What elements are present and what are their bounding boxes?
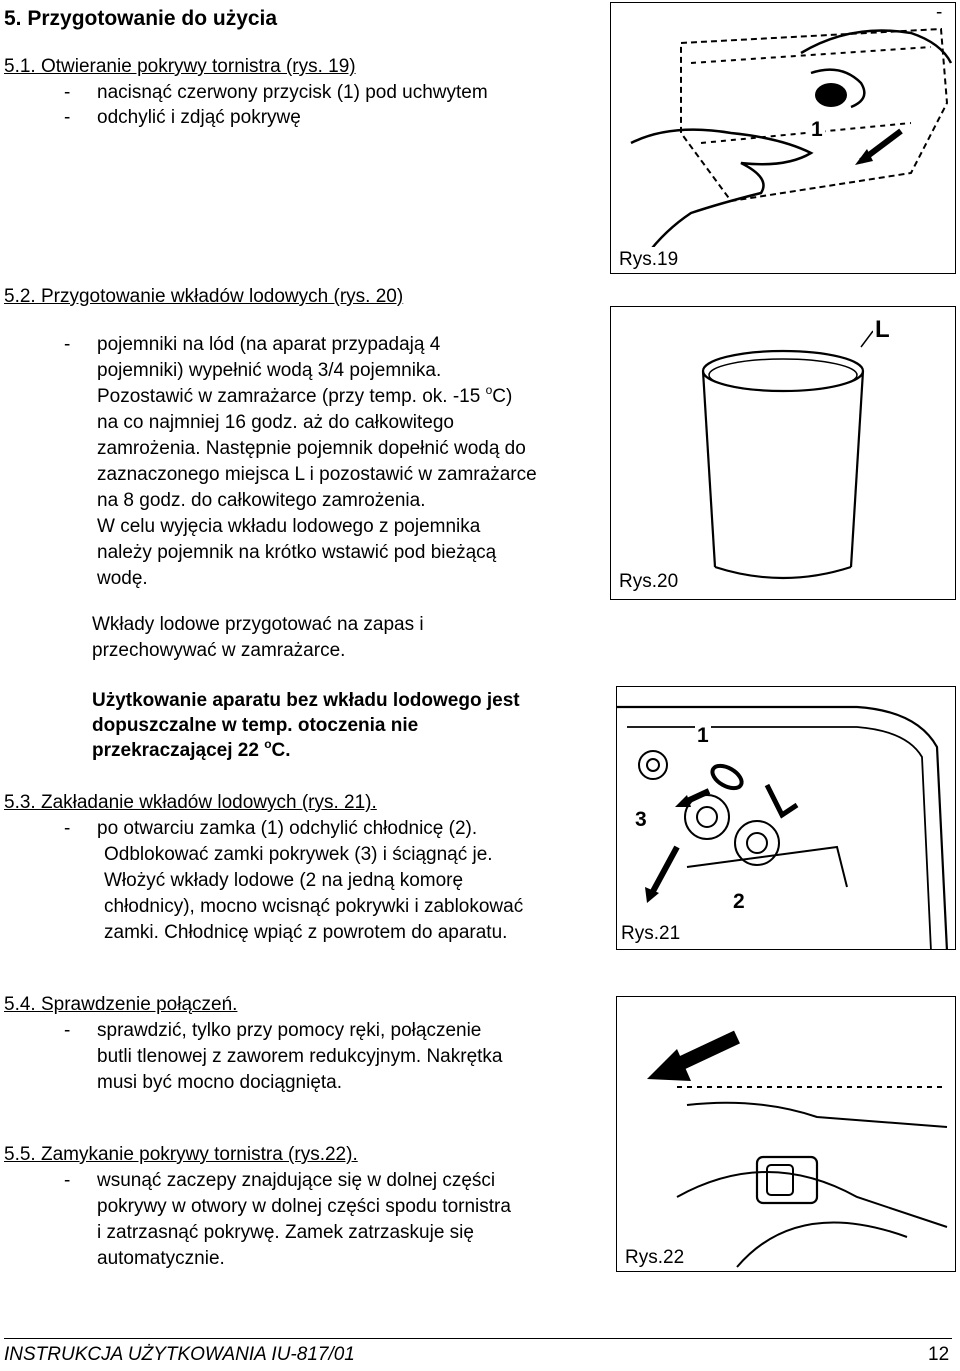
- s54-line-2: butli tlenowej z zaworem redukcyjnym. Nakrętka: [97, 1046, 503, 1067]
- s52-note-1: Wkłady lodowe przygotować na zapas i: [92, 614, 424, 635]
- rys20-label: Rys.20: [617, 569, 680, 595]
- s53-line-3: Włożyć wkłady lodowe (2 na jedną komorę: [104, 870, 464, 891]
- s55-title: 5.5. Zamykanie pokrywy tornistra (rys.22).: [4, 1144, 358, 1165]
- s53-title: 5.3. Zakładanie wkładów lodowych (rys. 21).: [4, 792, 377, 813]
- rys19-illustration: [611, 3, 956, 274]
- rys20-illustration: [611, 307, 956, 600]
- rys22-label: Rys.22: [623, 1245, 686, 1271]
- s55-dash: -: [64, 1170, 71, 1191]
- rys21-callout-1: 1: [697, 724, 709, 747]
- s54-dash: -: [64, 1020, 71, 1041]
- s52-note-2: przechowywać w zamrażarce.: [92, 640, 346, 661]
- warning-line-3: przekraczającej 22 $^o$C.: [92, 737, 291, 761]
- s52-title: 5.2. Przygotowanie wkładów lodowych (rys. 20): [4, 286, 404, 307]
- footer-page-number: 12: [928, 1344, 950, 1365]
- s52-line-9: należy pojemnik na krótko wstawić pod bieżącą: [97, 542, 497, 563]
- s53-dash: -: [64, 818, 71, 839]
- s55-line-3: i zatrzasnąć pokrywę. Zamek zatrzaskuje się: [97, 1222, 474, 1243]
- rys19-corner-dash: -: [936, 2, 943, 23]
- s52-line-10: wodę.: [97, 568, 148, 589]
- s52-line-2: pojemniki) wypełnić wodą 3/4 pojemnika.: [97, 360, 442, 381]
- s51-dash-2: -: [64, 107, 71, 128]
- rys21-illustration: [617, 687, 956, 950]
- s53-line-1: po otwarciu zamka (1) odchylić chłodnicę (2).: [97, 818, 478, 839]
- s53-line-2: Odblokować zamki pokrywek (3) i ściągnąć je.: [104, 844, 493, 865]
- warning-line-1: Użytkowanie aparatu bez wkładu lodowego jest: [92, 690, 520, 711]
- rys19-label: Rys.19: [617, 247, 680, 273]
- s54-line-1: sprawdzić, tylko przy pomocy ręki, połączenie: [97, 1020, 482, 1041]
- figure-rys19: [610, 2, 956, 274]
- s51-title: 5.1. Otwieranie pokrywy tornistra (rys. 19): [4, 56, 356, 77]
- section-heading: 5. Przygotowanie do użycia: [4, 7, 278, 30]
- s52-line-3: Pozostawić w zamrażarce (przy temp. ok. -15 $^o$C): [97, 383, 513, 407]
- s51-item-1: nacisnąć czerwony przycisk (1) pod uchwytem: [97, 82, 488, 103]
- footer-rule: [4, 1338, 952, 1339]
- s53-line-4: chłodnicy), mocno wcisnąć pokrywki i zablokować: [104, 896, 524, 917]
- s52-dash: -: [64, 334, 71, 355]
- rys20-callout-L: L: [875, 316, 890, 343]
- s54-line-3: musi być mocno dociągnięta.: [97, 1072, 343, 1093]
- footer-title: INSTRUKCJA UŻYTKOWANIA IU-817/01: [4, 1344, 355, 1365]
- s52-line-1: pojemniki na lód (na aparat przypadają 4: [97, 334, 441, 355]
- s52-line-8: W celu wyjęcia wkładu lodowego z pojemnika: [97, 516, 481, 537]
- s55-line-1: wsunąć zaczepy znajdujące się w dolnej części: [97, 1170, 496, 1191]
- figure-rys22: [616, 996, 956, 1272]
- s55-line-4: automatycznie.: [97, 1248, 225, 1269]
- figure-rys21: [616, 686, 956, 950]
- figure-rys20: [610, 306, 956, 600]
- s52-line-5: zamrożenia. Następnie pojemnik dopełnić wodą do: [97, 438, 526, 459]
- s52-line-6: zaznaczonego miejsca L i pozostawić w zamrażarce: [97, 464, 537, 485]
- s52-degree: o: [485, 383, 493, 397]
- rys21-label: Rys.21: [619, 921, 682, 947]
- s53-line-5: zamki. Chłodnicę wpiąć z powrotem do aparatu.: [104, 922, 508, 943]
- s52-line-7: na 8 godz. do całkowitego zamrożenia.: [97, 490, 426, 511]
- warning-line-2: dopuszczalne w temp. otoczenia nie: [92, 715, 419, 736]
- rys19-callout-1: 1: [811, 118, 823, 141]
- rys21-callout-2: 2: [733, 890, 745, 913]
- s52-line-4: na co najmniej 16 godz. aż do całkowitego: [97, 412, 455, 433]
- s51-item-2: odchylić i zdjąć pokrywę: [97, 107, 301, 128]
- rys22-illustration: [617, 997, 956, 1272]
- s54-title: 5.4. Sprawdzenie połączeń.: [4, 994, 238, 1015]
- rys21-callout-3: 3: [635, 808, 647, 831]
- s55-line-2: pokrywy w otwory w dolnej części spodu tornistra: [97, 1196, 511, 1217]
- s51-dash-1: -: [64, 82, 71, 103]
